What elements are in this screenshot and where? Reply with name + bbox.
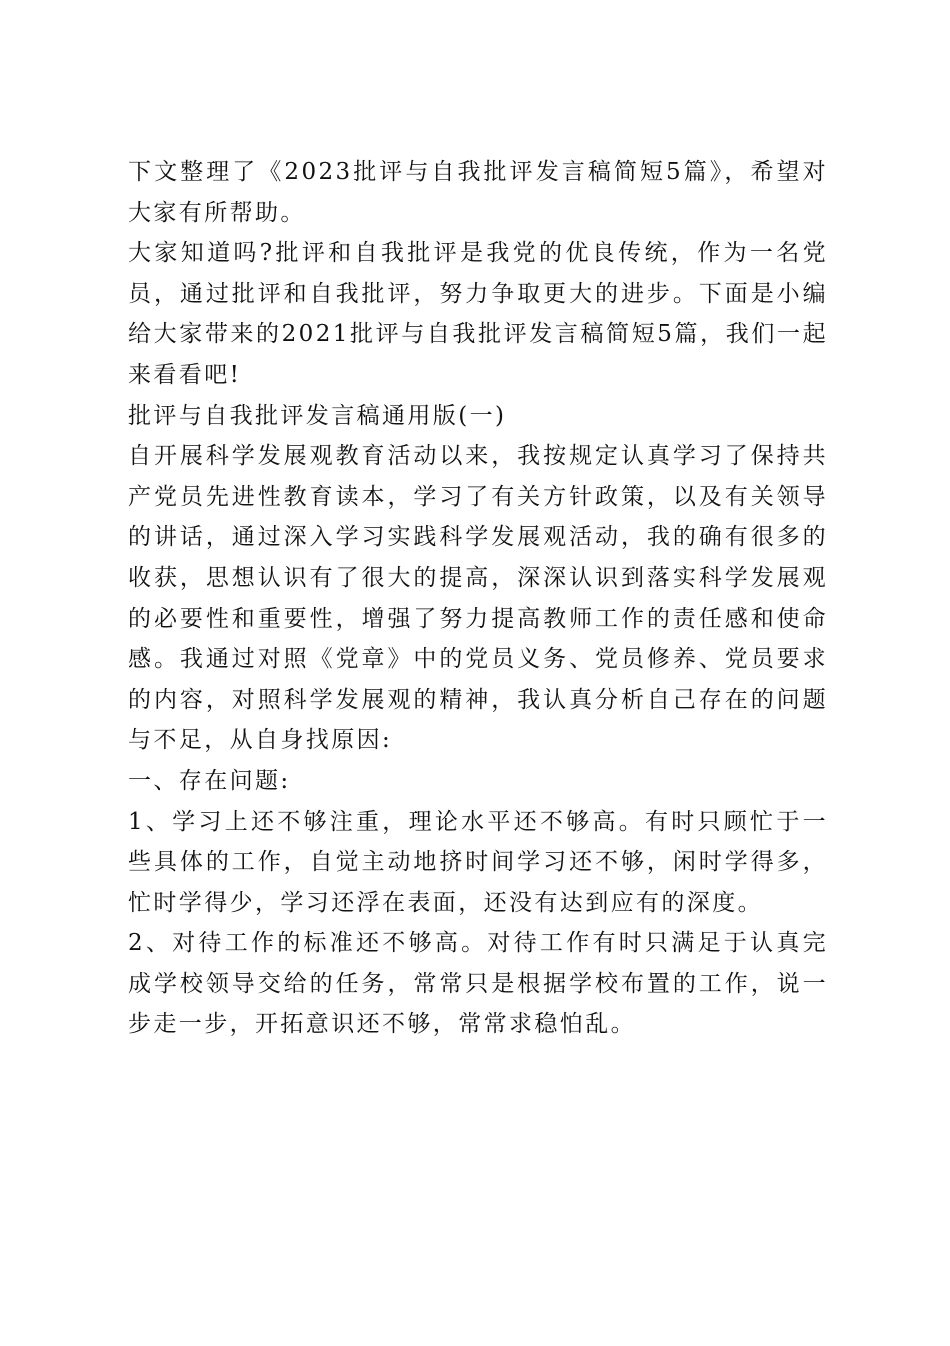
intro-paragraph: 下文整理了《2023批评与自我批评发言稿简短5篇》，希望对大家有所帮助。 bbox=[128, 159, 828, 226]
body-paragraph: 自开展科学发展观教育活动以来，我按规定认真学习了保持共产党员先进性教育读本，学习了有关方针政策，以及有关领导的讲话，通过深入学习实践科学发展观活动，我的确有很多的收获，思想认识有了很大的提高，深深认识到落实科学发展观的必要性和重要性，增强了努力提高教师工作的责任感和使命感。我通过对照《党章》中的党员义务、党员修养、党员要求的内容，对照科学发展观的精神，我认真分析自己存在的问题与不足，从自身找原因: bbox=[128, 443, 828, 754]
preface-paragraph: 大家知道吗?批评和自我批评是我党的优良传统，作为一名党员，通过批评和自我批评，努力争取更大的进步。下面是小编给大家带来的2021批评与自我批评发言稿简短5篇，我们一起来看看吧! bbox=[128, 240, 828, 388]
section-heading: 批评与自我批评发言稿通用版(一) bbox=[128, 402, 507, 429]
document-body bbox=[128, 152, 828, 1045]
list-item-1: 1、学习上还不够注重，理论水平还不够高。有时只顾忙于一些具体的工作，自觉主动地挤时间学习还不够，闲时学得多，忙时学得少，学习还浮在表面，还没有达到应有的深度。 bbox=[128, 808, 828, 916]
subsection-heading: 一、存在问题: bbox=[128, 767, 291, 794]
list-item-2: 2、对待工作的标准还不够高。对待工作有时只满足于认真完成学校领导交给的任务，常常只是根据学校布置的工作，说一步走一步，开拓意识还不够，常常求稳怕乱。 bbox=[128, 930, 828, 1038]
